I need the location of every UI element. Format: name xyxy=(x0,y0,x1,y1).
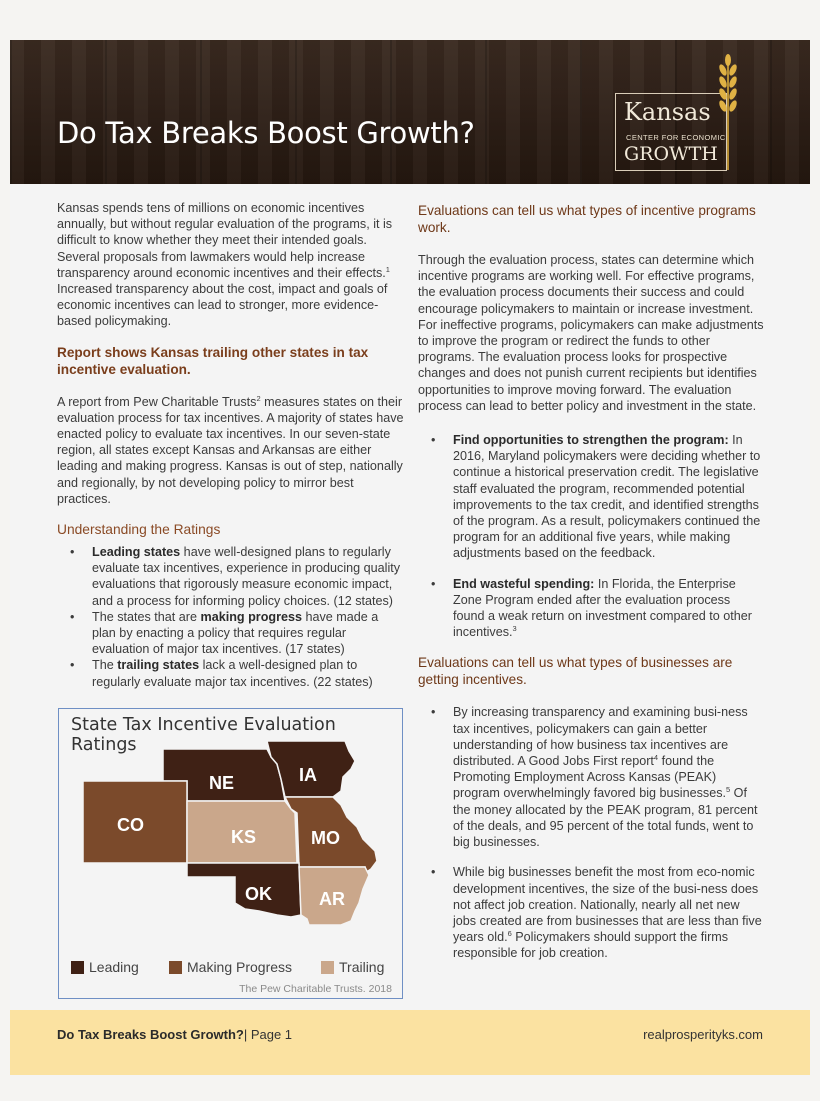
list-item: • The states that are making progress have made a plan by enacting a policy that requires regular evaluation of major tax incentives. (17 states) xyxy=(57,609,405,658)
list-item: • End wasteful spending: In Florida, the Enterprise Zone Program ended after the evaluation process found a weak return on investment compared to other incentives.$^3$ xyxy=(418,576,764,641)
heading-businesses: Evaluations can tell us what types of businesses are getting incentives. xyxy=(418,655,733,688)
map-title: State Tax Incentive Evaluation Ratings xyxy=(71,715,336,755)
label-ks: KS xyxy=(231,827,257,847)
page-title: Do Tax Breaks Boost Growth? xyxy=(57,116,475,150)
state-ok xyxy=(187,863,301,917)
footer-url[interactable]: realprosperityks.com xyxy=(643,1027,763,1042)
logo-center-text: CENTER FOR ECONOMIC xyxy=(626,133,726,142)
kansas-logo xyxy=(615,93,727,171)
logo-kansas-text: Kansas xyxy=(624,98,711,126)
list-item: • The trailing states lack a well-designed plan to regularly evaluate major tax incentives. (22 states) xyxy=(57,657,405,689)
programs-list xyxy=(418,432,764,640)
report-paragraph: A report from Pew Charitable Trusts$^2$ measures states on their evaluation process for tax incentives. A majority of states have enacted policy to evaluate tax incentives. In our seven-state region, all states except Kansas and Arkansas are either leading and making progress. Kansas is out of step, nationally and regionally, by not developing policy to mirror best practices. xyxy=(57,393,404,506)
label-mo: MO xyxy=(311,828,340,848)
footer-bar xyxy=(10,1010,810,1075)
leading-swatch xyxy=(71,961,84,974)
heading-report: Report shows Kansas trailing other states in tax incentive evaluation. xyxy=(57,344,369,377)
label-co: CO xyxy=(117,815,144,835)
legend-progress: Making Progress xyxy=(169,959,292,975)
right-column xyxy=(418,202,764,976)
progress-swatch xyxy=(169,961,182,974)
list-item: • While big businesses benefit the most from eco-nomic development incentives, the size of the busi-ness does not affect job creation. Nationally, nearly all net new jobs created are from businesses that are less than five years old.$^6$ Policymakers should support the firms responsible for job creation. xyxy=(418,864,764,961)
programs-paragraph: Through the evaluation process, states can determine which incentive programs are working well. For effective programs, the evaluation process documents their success and could encourage policymakers to maintain or increase investment. For ineffective programs, policymakers can make adjustments to improve the program or redirect the funds to other programs. The evaluation process looks for prospective changes and does not punish current recipients but identifies opportunities to improve moving forward. The evaluation process can lead to better policy and investment in the state. xyxy=(418,253,764,413)
label-ne: NE xyxy=(209,773,235,793)
document-page xyxy=(10,40,810,1075)
legend-leading: Leading xyxy=(71,959,139,975)
heading-programs: Evaluations can tell us what types of incentive programs work. xyxy=(418,203,756,235)
legend-trailing: Trailing xyxy=(321,959,384,975)
footer-title: Do Tax Breaks Boost Growth?| Page 1 xyxy=(57,1027,293,1042)
states-map xyxy=(59,709,404,1000)
heading-ratings: Understanding the Ratings xyxy=(57,522,221,538)
list-item: • Leading states have well-designed plans to regularly evaluate tax incentives, experience in producing quality evaluations that rigorously measure economic impact, and a process for informing policy choices. (12 states) xyxy=(57,544,405,609)
wheat-icon xyxy=(715,52,741,172)
label-ar: AR xyxy=(319,889,345,909)
list-item: • By increasing transparency and examining busi-ness tax incentives, policymakers can gain a better understanding of how business tax incentives are distributed. A Good Jobs First report$^4$ found the Promoting Employment Across Kansas (PEAK) program overwhelmingly favored big businesses.$^5$ Of the money allocated by the PEAK program, 81 percent of the deals, and 95 percent of the total funds, went to big businesses. xyxy=(418,704,764,850)
intro-paragraph: Kansas spends tens of millions on economic incentives annually, but without regular evaluation of the programs, it is difficult to know whether they meet their intended goals. Several proposals from lawmakers would help increase transparency around economic incentives and their effects.$^1$ Increased transparency about the cost, impact and goals of economic incentives can lead to stronger, more evidence-based policymaking. xyxy=(57,201,393,329)
label-ok: OK xyxy=(245,884,272,904)
label-ia: IA xyxy=(299,765,317,785)
businesses-list xyxy=(418,704,764,961)
ratings-map-box xyxy=(58,708,403,999)
ratings-list xyxy=(57,544,405,690)
map-credit: The Pew Charitable Trusts. 2018 xyxy=(239,983,392,995)
header-banner xyxy=(10,40,810,184)
logo-growth-text: GROWTH xyxy=(624,143,718,165)
trailing-swatch xyxy=(321,961,334,974)
list-item: • Find opportunities to strengthen the program: In 2016, Maryland policymakers were deciding whether to continue a historical preservation credit. The legislative staff evaluated the program, recommended potential improvements to the tax credit, and identified strengths of the program. As a result, policymakers continued the program for an additional five years, while making adjustments based on the feedback. xyxy=(418,432,764,562)
left-column xyxy=(57,200,405,690)
